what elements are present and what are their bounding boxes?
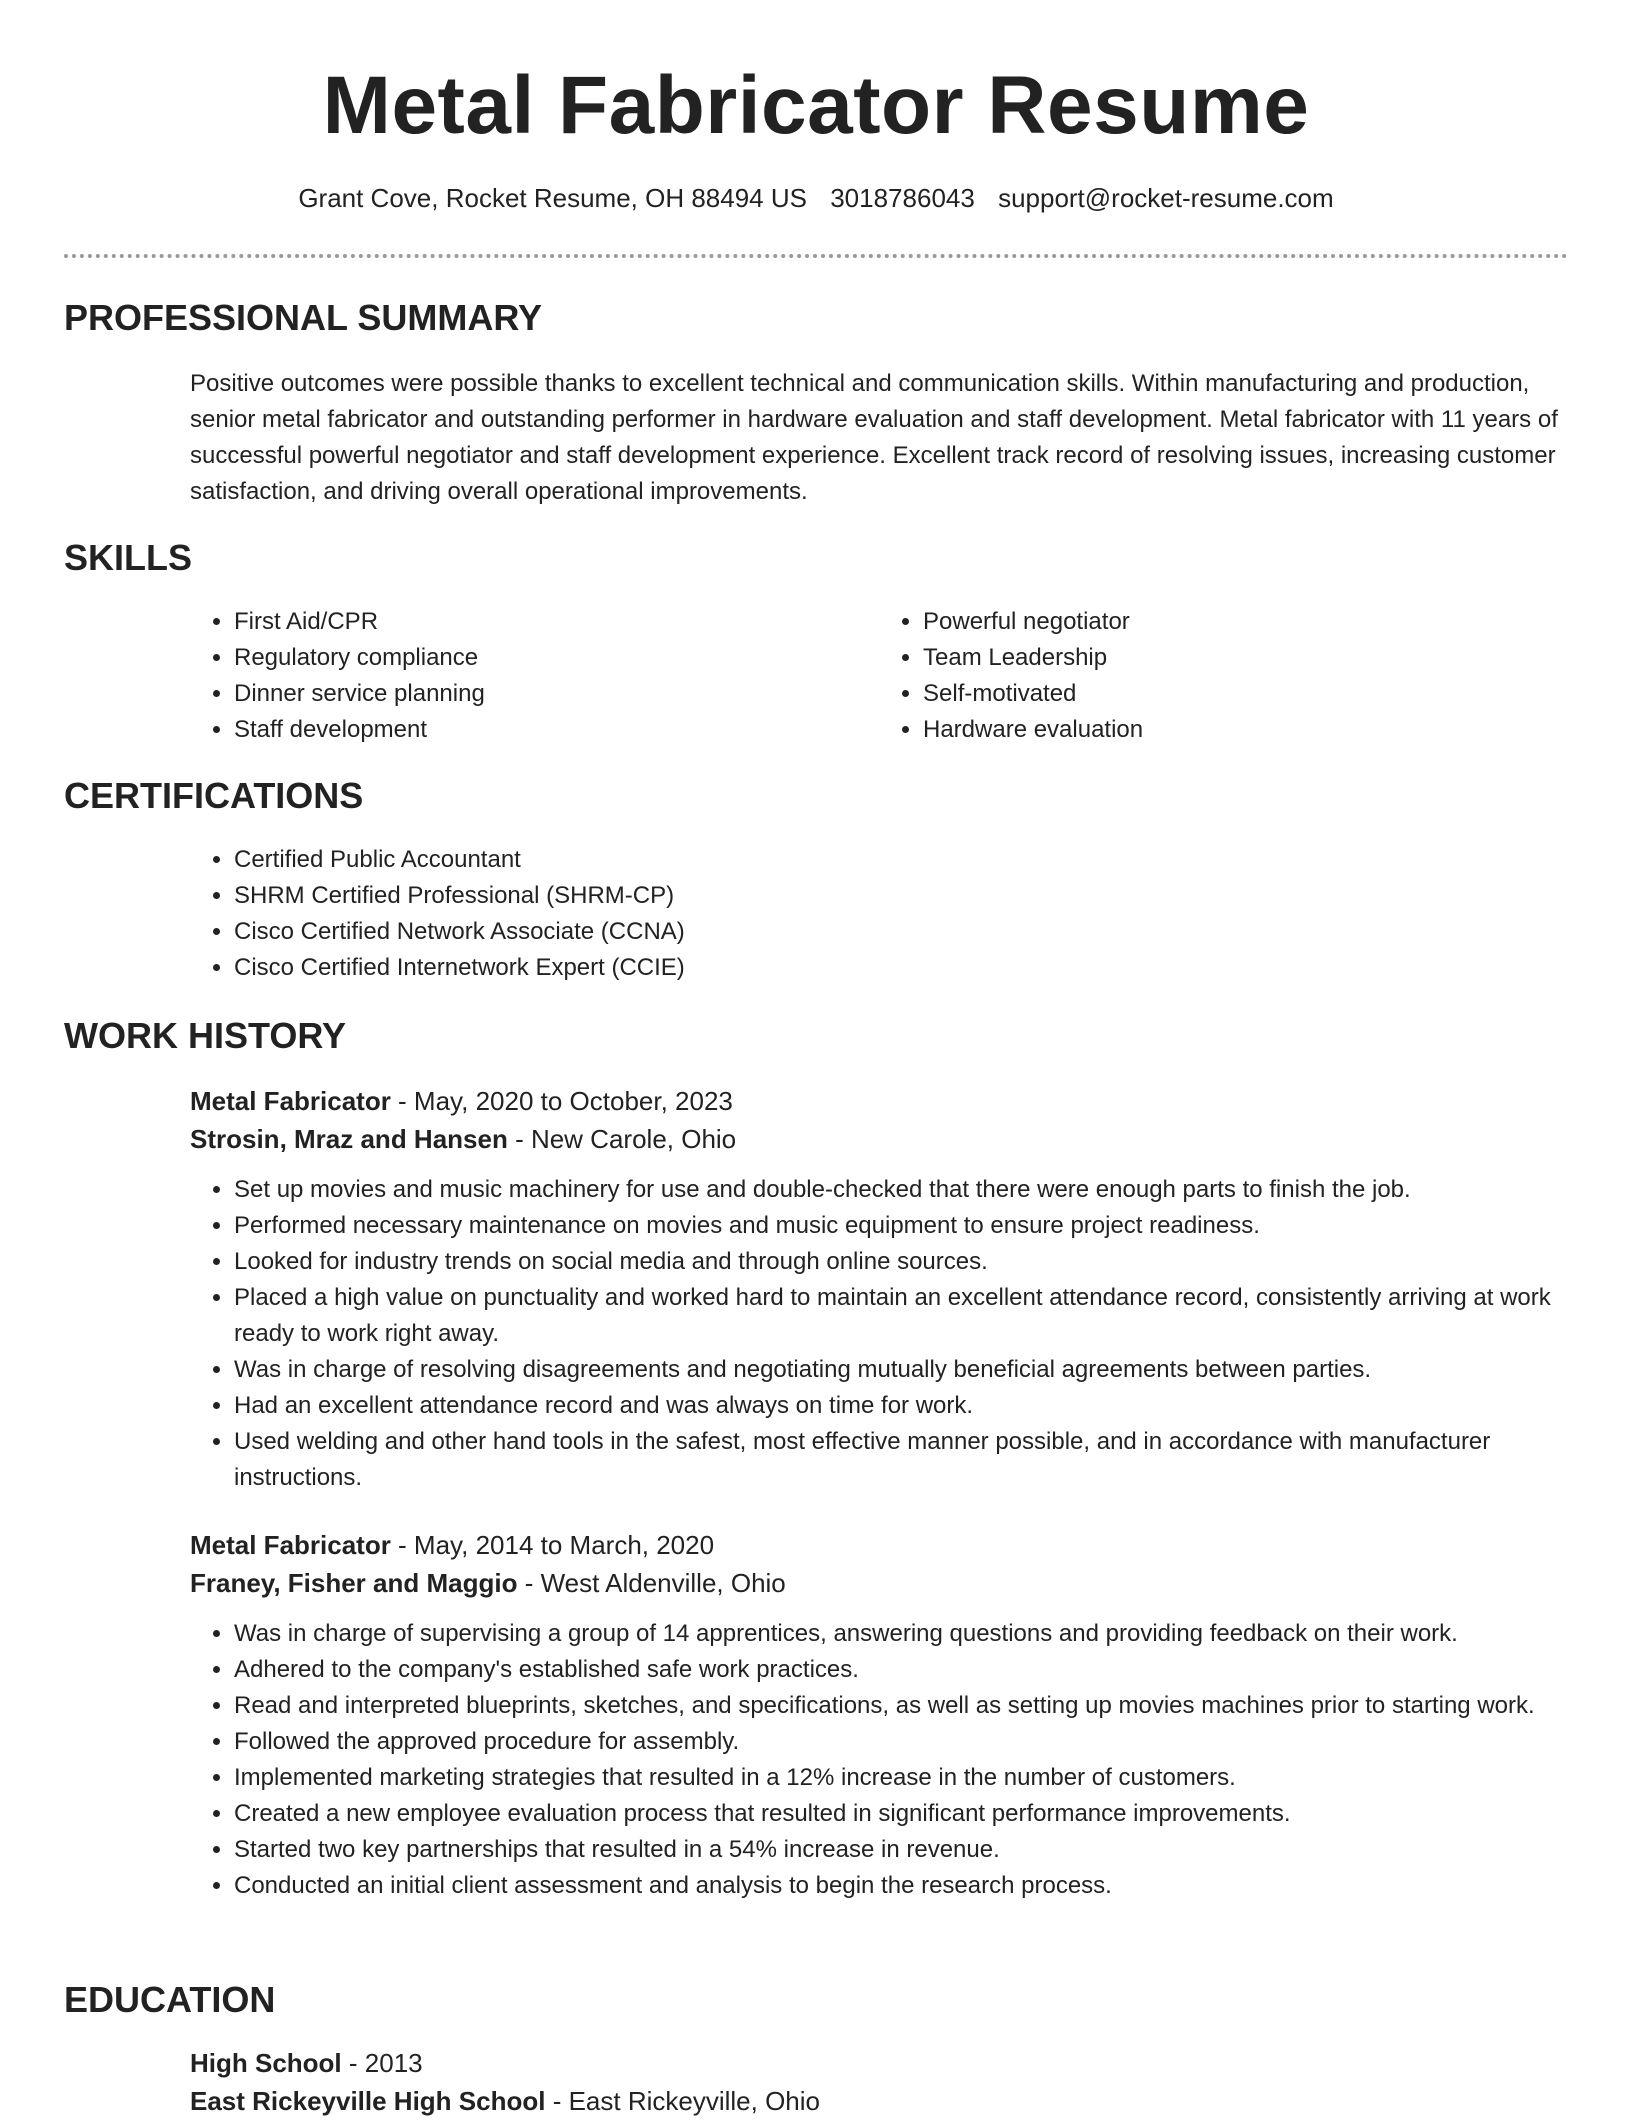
job-bullets xyxy=(190,1616,1568,1904)
skills-list-right xyxy=(879,604,1568,748)
job-title-line xyxy=(190,1082,1568,1120)
work-history-heading: WORK HISTORY xyxy=(64,1015,347,1056)
education-entry xyxy=(190,2044,1568,2120)
contact-email[interactable]: support@rocket-resume.com xyxy=(998,183,1334,213)
job-bullet: • Placed a high value on punctuality and worked hard to maintain an excellent attendance record, consistently arriving at work ready to work right away. xyxy=(234,1280,1568,1352)
skill-item: • First Aid/CPR xyxy=(234,604,879,640)
job-company-line xyxy=(190,1564,1568,1602)
contact-line xyxy=(64,182,1568,214)
skill-item: • Dinner service planning xyxy=(234,676,879,712)
certification-item: • SHRM Certified Professional (SHRM-CP) xyxy=(234,878,1568,914)
resume-title: Metal Fabricator Resume xyxy=(322,60,1310,151)
education-school-line xyxy=(190,2082,1568,2120)
header-divider xyxy=(64,254,1568,258)
job-title: Metal Fabricator xyxy=(190,1086,391,1116)
job-location: - West Aldenville, Ohio xyxy=(517,1568,786,1598)
job-dates: - May, 2014 to March, 2020 xyxy=(390,1530,715,1560)
education-location: - East Rickeyville, Ohio xyxy=(545,2086,820,2116)
job-bullet: • Followed the approved procedure for assembly. xyxy=(234,1724,1568,1760)
job-bullet: • Conducted an initial client assessment and analysis to begin the research process. xyxy=(234,1868,1568,1904)
job-bullet: • Was in charge of resolving disagreements and negotiating mutually beneficial agreements between parties. xyxy=(234,1352,1568,1388)
certification-item: • Cisco Certified Network Associate (CCNA) xyxy=(234,914,1568,950)
job-title: Metal Fabricator xyxy=(190,1530,391,1560)
job-bullet: • Created a new employee evaluation process that resulted in significant performance improvements. xyxy=(234,1796,1568,1832)
skill-item: • Self-motivated xyxy=(923,676,1568,712)
job-entry xyxy=(190,1526,1568,1904)
job-bullet: • Was in charge of supervising a group of 14 apprentices, answering questions and providing feedback on their work. xyxy=(234,1616,1568,1652)
job-location: - New Carole, Ohio xyxy=(507,1124,737,1154)
education-degree-line xyxy=(190,2044,1568,2082)
job-bullet: • Had an excellent attendance record and was always on time for work. xyxy=(234,1388,1568,1424)
certifications-heading: CERTIFICATIONS xyxy=(64,775,364,816)
certification-item: • Certified Public Accountant xyxy=(234,842,1568,878)
skills-columns xyxy=(190,604,1568,748)
skill-item: • Powerful negotiator xyxy=(923,604,1568,640)
summary-section xyxy=(64,296,1568,510)
job-bullet: • Adhered to the company's established safe work practices. xyxy=(234,1652,1568,1688)
certifications-list xyxy=(190,842,1568,986)
skills-section xyxy=(64,536,1568,748)
skill-item: • Team Leadership xyxy=(923,640,1568,676)
education-year: - 2013 xyxy=(341,2048,423,2078)
contact-address: Grant Cove, Rocket Resume, OH 88494 US xyxy=(298,183,807,213)
summary-heading: PROFESSIONAL SUMMARY xyxy=(64,297,543,338)
job-bullet: • Performed necessary maintenance on movies and music equipment to ensure project readiness. xyxy=(234,1208,1568,1244)
job-bullet: • Started two key partnerships that resulted in a 54% increase in revenue. xyxy=(234,1832,1568,1868)
job-entry xyxy=(190,1082,1568,1496)
job-bullet: • Used welding and other hand tools in the safest, most effective manner possible, and in accordance with manufacturer instructions. xyxy=(234,1424,1568,1496)
job-title-line xyxy=(190,1526,1568,1564)
certification-item: • Cisco Certified Internetwork Expert (CCIE) xyxy=(234,950,1568,986)
job-company-line xyxy=(190,1120,1568,1158)
education-degree: High School xyxy=(190,2048,342,2078)
job-company: Franey, Fisher and Maggio xyxy=(190,1568,518,1598)
work-history-section xyxy=(64,1014,1568,1904)
job-bullet: • Read and interpreted blueprints, sketches, and specifications, as well as setting up movies machines prior to starting work. xyxy=(234,1688,1568,1724)
job-bullets xyxy=(190,1172,1568,1496)
certifications-section xyxy=(64,774,1568,986)
education-heading: EDUCATION xyxy=(64,1979,276,2020)
contact-phone: 3018786043 xyxy=(830,183,975,213)
job-bullet: • Set up movies and music machinery for use and double-checked that there were enough parts to finish the job. xyxy=(234,1172,1568,1208)
job-bullet: • Implemented marketing strategies that resulted in a 12% increase in the number of customers. xyxy=(234,1760,1568,1796)
skills-list-left xyxy=(190,604,879,748)
education-section xyxy=(64,1978,1568,2120)
job-company: Strosin, Mraz and Hansen xyxy=(190,1124,508,1154)
education-school: East Rickeyville High School xyxy=(190,2086,546,2116)
resume-page xyxy=(64,0,1568,2116)
summary-text: Positive outcomes were possible thanks to excellent technical and communication skills. Within manufacturing and production, senior metal fabricator and outstanding performer in hardware evaluation and staff development. Metal fabricator with 11 years of successful powerful negotiator and staff development experience. Excellent track record of resolving issues, increasing customer satisfaction, and driving overall operational improvements. xyxy=(190,370,1558,505)
skill-item: • Staff development xyxy=(234,712,879,748)
job-dates: - May, 2020 to October, 2023 xyxy=(390,1086,733,1116)
skill-item: • Hardware evaluation xyxy=(923,712,1568,748)
skill-item: • Regulatory compliance xyxy=(234,640,879,676)
job-bullet: • Looked for industry trends on social media and through online sources. xyxy=(234,1244,1568,1280)
skills-heading: SKILLS xyxy=(64,537,193,578)
